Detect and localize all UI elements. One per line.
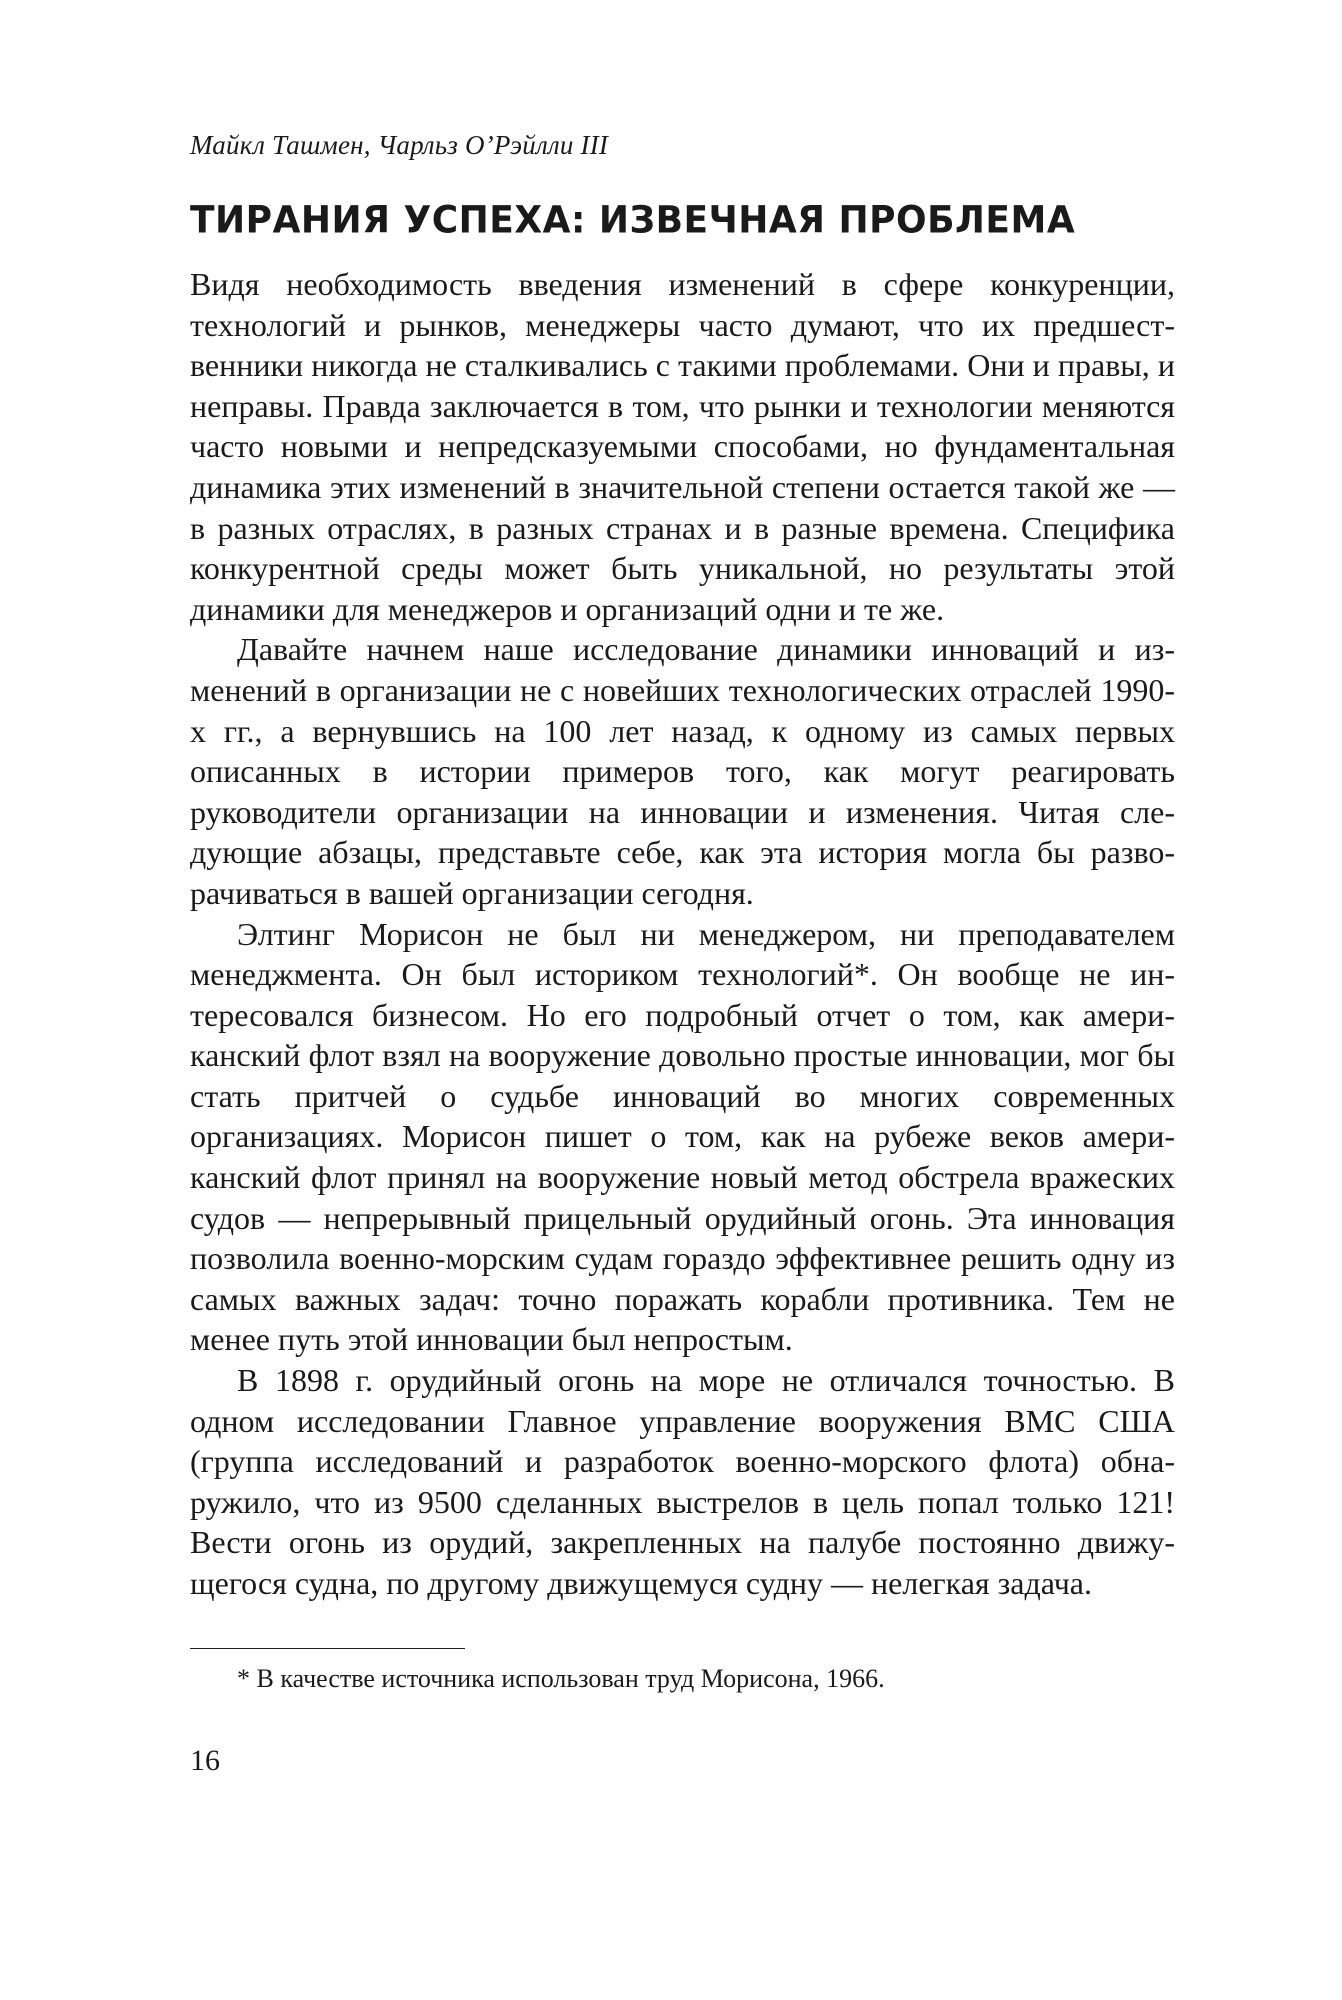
footnote: * В качестве источника использован труд Морисона, 1966. <box>237 1663 885 1693</box>
paragraph-3: Элтинг Морисон не был ни менеджером, ни преподавателем менеджмента. Он был историком технологий*. Он вообще не интересовался бизнесом. Но его подробный отчет о том, как американский флот взял на вооружение довольно простые инновации, мог бы стать притчей о судьбе инноваций во многих современных организациях. Морисон пишет о том, как на рубеже веков американский флот принял на вооружение новый метод обстрела вражеских судов — непрерывный прицельный орудийный огонь. Эта инновация позволила военно-морским судам гораздо эффективнее решить одну из самых важных задач: точно поражать корабли противника. Тем не менее путь этой инновации был непростым. <box>190 915 1175 1358</box>
chapter-title: ТИРАНИЯ УСПЕХА: ИЗВЕЧНАЯ ПРОБЛЕМА <box>190 199 1076 243</box>
paragraph-2: Давайте начнем наше исследование динамики инноваций и изменений в организации не с новейших технологических отраслей 1990-х гг., а вернувшись на 100 лет назад, к одному из самых первых описанных в истории примеров того, как могут реагировать руководители организации на инновации и изменения. Читая следующие абзацы, представьте себе, как эта история могла бы разворачиваться в вашей организации сегодня. <box>190 631 1175 911</box>
book-page <box>190 128 1175 1779</box>
body-text <box>190 264 1175 1604</box>
paragraph-4: В 1898 г. орудийный огонь на море не отличался точностью. В одном исследовании Главное управление вооружения ВМС США (группа исследований и разработок военно-морского флота) обнаружило, что из 9500 сделанных выстрелов в цель попал только 121! Вести огонь из орудий, закрепленных на палубе постоянно движущегося судна, по другому движущемуся судну — нелегкая задача. <box>190 1362 1175 1601</box>
page-number: 16 <box>190 1743 220 1777</box>
paragraph-1: Видя необходимость введения изменений в сфере конкуренции, технологий и рынков, менеджеры часто думают, что их предшественники никогда не сталкивались с такими проблемами. Они и правы, и неправы. Правда заключается в том, что рынки и технологии меняются часто новыми и непредсказуемыми способами, но фундаментальная динамика этих изменений в значительной степени остается такой же — в разных отраслях, в разных странах и в разные времена. Специфика конкурентной среды может быть уникальной, но результаты этой динамики для менеджеров и организаций одни и те же. <box>190 266 1175 627</box>
running-head: Майкл Ташмен, Чарльз О’Рэйлли III <box>190 130 609 160</box>
footnote-divider <box>190 1648 465 1649</box>
